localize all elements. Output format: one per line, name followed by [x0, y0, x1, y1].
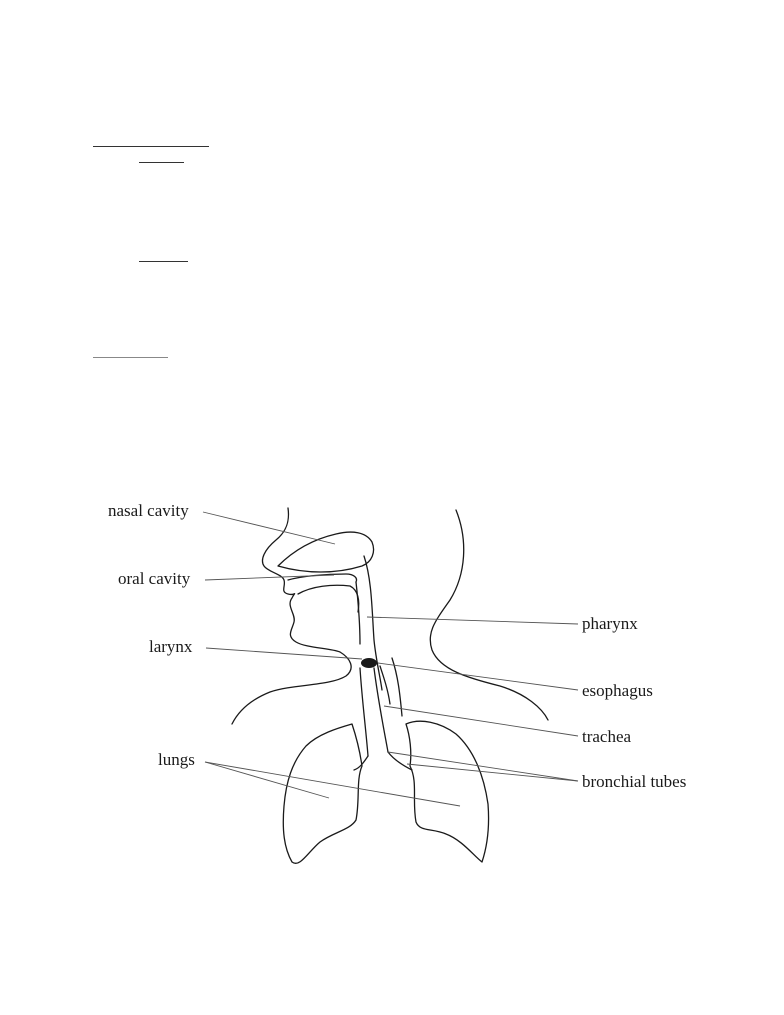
larynx-shape [361, 658, 377, 668]
label-trachea: trachea [582, 727, 632, 746]
label-bronchial-tubes: bronchial tubes [582, 772, 687, 791]
tongue [298, 585, 359, 612]
label-lungs: lungs [158, 750, 195, 769]
leader-esophagus [378, 663, 578, 690]
label-oral-cavity: oral cavity [118, 569, 191, 588]
left-lung [283, 724, 362, 863]
leader-lungs-right [205, 762, 460, 806]
anatomy-outline [232, 508, 548, 863]
label-pharynx: pharynx [582, 614, 638, 633]
trachea-tube [360, 668, 388, 756]
leader-oral-cavity [205, 575, 334, 580]
labels [108, 501, 686, 791]
pharynx-back-wall [364, 556, 382, 690]
label-nasal-cavity: nasal cavity [108, 501, 189, 520]
right-lung [406, 721, 489, 862]
leader-pharynx [367, 617, 578, 624]
leader-bronchial-left [388, 752, 578, 781]
leader-bronchial-right [407, 764, 578, 781]
pharynx-front-wall [356, 582, 360, 644]
nasal-cavity-shape [278, 532, 374, 572]
face-profile [232, 508, 351, 724]
leader-larynx [206, 648, 362, 659]
back-of-head [430, 510, 548, 720]
leader-nasal-cavity [203, 512, 335, 544]
leader-lines [203, 512, 578, 806]
leader-trachea [384, 706, 578, 736]
label-larynx: larynx [149, 637, 193, 656]
label-esophagus: esophagus [582, 681, 653, 700]
